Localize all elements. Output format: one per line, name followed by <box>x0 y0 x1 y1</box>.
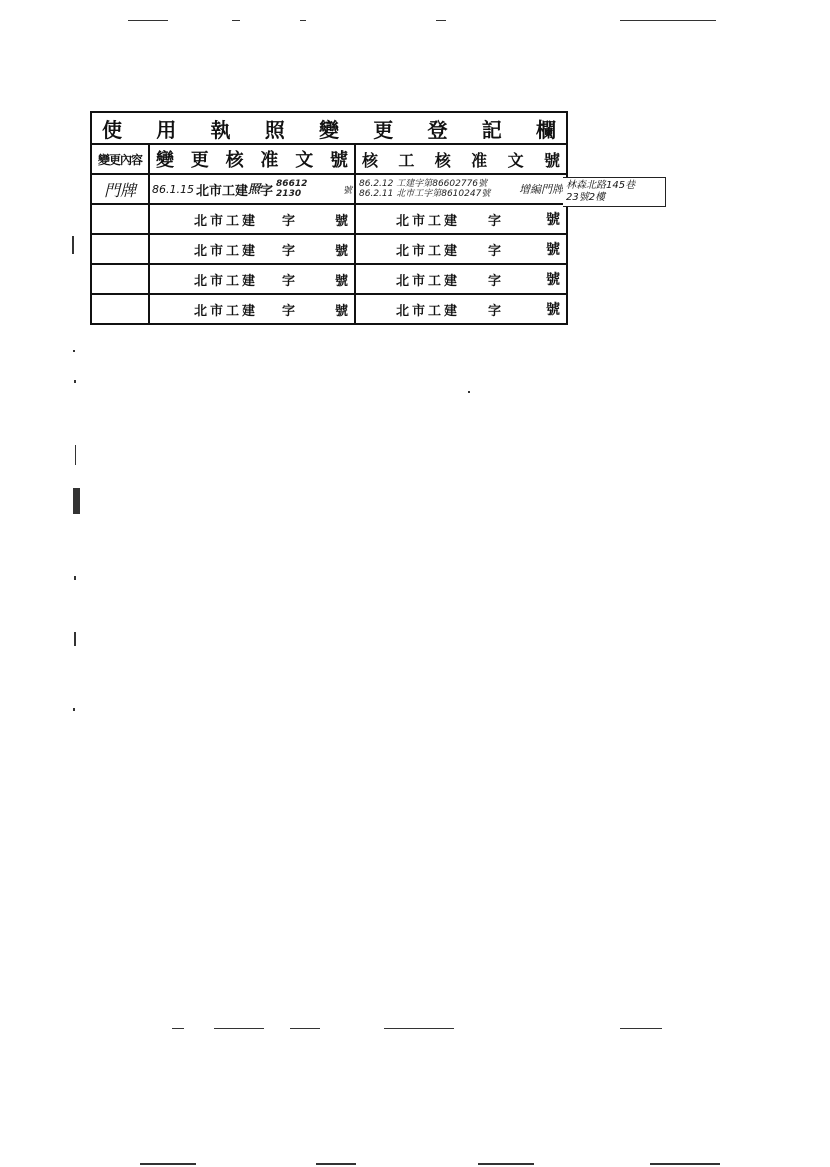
works-approval-number-header: 核 工 核 准 文 號 <box>362 150 560 170</box>
table-row: 北市工建 字 號 北市工建 字 號 <box>91 294 567 324</box>
approval-zi: 字 <box>260 183 274 199</box>
scan-mark <box>468 391 470 393</box>
register-title-row <box>91 112 567 144</box>
table-row: 北市工建 字 號 北市工建 字 號 <box>91 264 567 294</box>
scan-mark <box>300 20 306 21</box>
register-entry-row <box>91 174 567 204</box>
approval-org: 北市工建 <box>196 183 249 199</box>
scan-mark <box>620 20 716 21</box>
column-header-row <box>91 144 567 174</box>
scan-mark <box>384 1028 454 1029</box>
approval-date: 86.1.15 <box>152 182 194 196</box>
usage-license-change-register <box>90 111 568 325</box>
table-row: 北市工建 字 號 北市工建 字 號 <box>91 204 567 234</box>
scan-mark <box>140 1163 196 1165</box>
scan-mark <box>73 488 80 514</box>
scan-mark <box>75 445 76 465</box>
change-content-value: 門牌 <box>103 180 136 200</box>
approval-number: 86612 2130 <box>276 179 308 199</box>
works-approval-line-2: 86.2.11 北市工字第8610247號 <box>359 189 491 199</box>
scan-mark <box>73 708 75 711</box>
scan-mark <box>172 1028 184 1029</box>
scan-mark <box>73 350 75 352</box>
works-approval-entry <box>356 179 566 199</box>
table-row: 北市工建 字 號 北市工建 字 號 <box>91 234 567 264</box>
change-item: 增編門牌 <box>519 183 564 196</box>
scan-mark <box>74 576 76 580</box>
scan-mark <box>478 1163 534 1165</box>
scan-mark <box>436 20 446 21</box>
address-annotation: 林森北路145巷 23號2樓 <box>563 177 666 207</box>
change-content-header: 變更內容 <box>97 152 142 167</box>
scan-mark <box>290 1028 320 1029</box>
works-approval-line-1: 86.2.12 工建字第86602776號 <box>359 179 488 189</box>
scan-mark <box>232 20 240 21</box>
scan-mark <box>650 1163 720 1165</box>
scan-mark <box>72 236 74 254</box>
scan-mark <box>74 632 76 646</box>
change-approval-number-header: 變 更 核 准 文 號 <box>156 150 348 171</box>
scan-mark <box>316 1163 356 1165</box>
scan-mark <box>214 1028 264 1029</box>
handwritten-zhao: 照 <box>248 182 261 196</box>
scan-mark <box>74 380 76 383</box>
scan-mark <box>620 1028 662 1029</box>
scan-mark <box>128 20 168 21</box>
register-title: 使 用 執 照 變 更 登 記 欄 <box>102 117 556 142</box>
change-approval-entry <box>150 179 354 199</box>
approval-hao: 號 <box>342 185 352 196</box>
